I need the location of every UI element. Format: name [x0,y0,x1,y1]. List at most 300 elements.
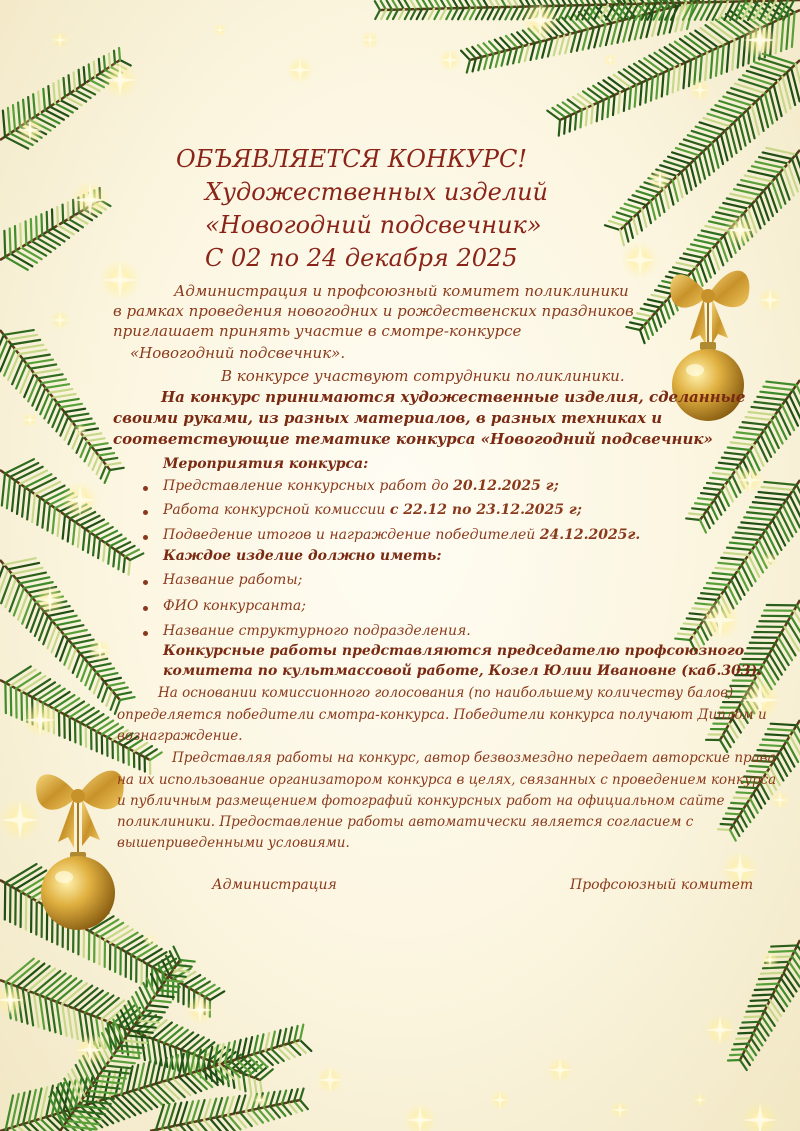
submission-line: Конкурсные работы представляются председателю профсоюзного [163,643,745,659]
voting-line: вознаграждение. [117,728,243,744]
fir-needle [249,1076,251,1093]
fir-needle [711,50,713,78]
fir-needle [757,984,778,985]
fir-needle [32,241,51,252]
fir-needle [681,172,687,194]
rights-line: на их использование организатором конкурса в целях, связанных с проведением конкурса [117,772,777,788]
fir-needle [740,427,765,430]
fir-needle [771,724,797,726]
fir-needle [434,0,440,9]
fir-needle [759,58,791,68]
fir-needle [559,120,560,136]
fir-needle [73,522,75,544]
fir-needle [775,415,786,439]
fir-needle [775,989,787,1006]
heading-dates: С 02 по 24 декабря 2025 [205,244,518,272]
fir-needle [620,230,624,245]
fir-needle [47,505,50,531]
fir-needle [88,532,90,552]
fir-needle [14,588,24,615]
fir-needle [786,400,798,426]
fir-needle [723,203,748,209]
fir-needle [759,492,790,495]
fir-needle [740,1060,747,1070]
fir-needle [781,18,784,52]
voting-line: На основании комиссионного голосования (по наибольшему количеству балов) [158,685,734,701]
fir-needle [185,1075,202,1091]
fir-needle [594,26,599,47]
fir-needle [18,593,28,620]
fir-needle [411,9,416,19]
fir-needle [738,527,765,530]
fir-needle [624,226,628,242]
fir-needle [15,226,16,250]
fir-needle [399,9,404,19]
fir-needle [725,453,747,455]
fir-needle [519,46,523,62]
fir-needle [228,1097,234,1115]
fir-needle [673,267,692,271]
fir-needle [773,520,786,545]
fir-needle [686,168,692,190]
fir-needle [619,72,637,85]
heading-contest-name: «Новогодний подсвечник» [205,211,542,239]
fir-needle [97,460,103,474]
fir-needle [500,7,506,19]
fir-needle [288,1027,291,1043]
fir-needle [760,392,789,395]
fir-needle [496,52,500,67]
gold-ornament-bottom-left [36,771,124,930]
fir-needle [398,0,404,9]
fir-needle [300,1025,303,1040]
fir-needle [719,463,739,465]
fir-needle [102,1071,128,1074]
fir-needle [629,88,631,109]
fir-needle [35,482,60,494]
fir-needle [190,1073,206,1089]
fir-needle [10,583,20,611]
fir-needle [743,422,768,425]
fir-needle [144,1062,149,1087]
fir-needle [222,1097,228,1116]
fir-needle [734,798,750,799]
fir-needle [704,488,721,490]
fir-needle [609,221,624,226]
fir-needle [23,355,50,359]
fir-needle [757,397,785,400]
fir-needle [751,67,783,77]
fir-needle [711,505,718,519]
fir-needle [32,494,35,522]
fir-needle [678,634,693,635]
fir-needle [120,697,135,700]
fir-needle [660,193,665,212]
fir-needle [62,1004,66,1036]
fir-needle [10,228,11,253]
fir-needle [64,701,84,714]
fir-needle [699,155,705,178]
fir-needle [752,550,763,572]
fir-needle [94,62,95,77]
fir-needle [423,9,428,19]
fir-needle [102,686,108,702]
fir-needle [112,687,128,690]
fir-needle [695,240,716,245]
fir-needle [120,1046,144,1048]
fir-needle [681,628,697,630]
fir-needle [78,525,80,547]
fir-needle [603,80,620,92]
fir-needle [91,443,108,446]
fir-needle [270,1092,274,1106]
fir-needle [61,404,82,407]
fir-needle [591,105,592,123]
fir-needle [778,984,790,1002]
fir-needle [100,673,117,677]
fir-needle [94,677,100,694]
fir-needle [605,225,620,230]
fir-needle [137,946,157,958]
fir-needle [27,360,53,364]
fir-needle [103,543,105,561]
fir-needle [142,949,162,961]
fir-needle [106,691,112,706]
fir-needle [568,16,582,31]
fir-needle [129,560,130,575]
fir-needle [732,40,734,70]
fir-needle [727,198,752,204]
fir-needle [42,379,66,383]
fir-needle [4,330,34,335]
fir-needle [20,471,47,484]
fir-needle [60,625,83,630]
fir-needle [5,579,16,608]
fir-needle [73,1008,77,1039]
fir-needle [429,9,434,19]
fir-needle [716,48,718,76]
fir-needle [404,0,410,9]
fir-needle [116,692,131,695]
fir-needle [726,813,740,814]
fir-needle [695,160,701,183]
fir-needle [375,1,380,10]
fir-needle [15,345,43,350]
fir-needle [651,78,653,101]
fir-needle [179,1077,196,1093]
fir-needle [11,340,40,345]
fir-needle [482,7,488,19]
fir-needle [49,389,72,393]
fir-needle [75,708,94,720]
fir-needle [730,830,736,841]
fir-needle [138,1063,144,1089]
fir-needle [260,1034,264,1052]
fir-needle [228,1115,240,1129]
fir-needle [25,474,51,487]
fir-needle [747,512,776,515]
fir-needle [123,557,125,572]
fir-needle [92,664,111,668]
fir-needle [687,249,708,254]
fir-needle [612,22,618,44]
fir-needle [4,349,15,375]
fir-needle [38,92,40,114]
rights-line: и публичным размещением фотографий конкурсных работ на официальном сайте [117,793,725,809]
fir-needle [761,973,784,974]
fir-needle [64,630,87,635]
fir-needle [741,522,769,525]
fir-needle [216,1098,222,1117]
fir-needle [692,508,707,510]
fir-needle [74,72,75,90]
fir-needle [20,577,49,583]
fir-needle [83,433,101,436]
fir-needle [57,207,58,225]
fir-needle [254,1078,256,1095]
requirements-heading: Каждое изделие должно иметь: [163,548,442,564]
fir-needle [738,185,764,191]
fir-needle [747,71,778,81]
fir-needle [702,231,724,236]
fir-needle [760,745,783,746]
fir-needle [731,442,754,445]
fir-needle [405,9,410,19]
intro-line: приглашает принять участие в смотре-конкурсе [113,322,522,340]
fir-needle [586,108,587,126]
fir-needle [91,717,108,728]
fir-needle [680,258,700,262]
fir-needle [730,1055,743,1056]
fir-needle [707,483,725,485]
fir-needle [175,1032,193,1047]
fir-needle [765,734,790,735]
fir-needle [731,803,747,804]
fir-needle [778,638,792,661]
fir-needle [470,8,476,20]
fir-needle [644,304,660,307]
fir-needle [734,437,757,440]
fir-needle [59,698,79,711]
fir-needle [8,335,37,340]
fir-needle [630,322,644,325]
fir-needle [701,493,718,495]
signature-administration: Администрация [212,877,337,893]
fir-needle [730,543,755,545]
fir-needle [677,263,696,267]
fir-needle [121,936,143,949]
fir-needle [724,553,748,555]
fir-needle [768,425,779,448]
accepted-works-line: своими руками, из разных материалов, в разных техниках и [113,409,663,427]
fir-needle [664,303,669,319]
fir-needle [780,751,791,771]
fir-needle [732,1049,745,1050]
fir-needle [45,997,50,1030]
fir-needle [416,0,422,9]
fir-needle [715,568,738,570]
fir-needle [588,89,604,100]
event-item: Работа конкурсной комиссии с 22.12 по 23.12.2025 г; [163,502,582,518]
fir-needle [613,217,629,222]
fir-needle [428,0,434,9]
fir-needle [736,792,753,793]
fir-needle [265,1033,269,1051]
fir-needle [242,1038,246,1057]
fir-needle [531,43,535,60]
fir-needle [629,200,647,206]
fir-needle [40,995,45,1029]
fir-needle [79,70,80,87]
fir-needle [57,1002,62,1034]
fir-needle [434,9,440,20]
fir-needle [662,73,664,97]
fir-needle [784,973,797,992]
fir-needle [16,573,46,579]
fir-needle [375,10,380,19]
fir-needle [718,563,741,565]
fir-needle [113,550,115,567]
fir-needle [779,510,792,536]
fir-needle [63,205,64,222]
fir-needle [637,191,656,197]
fir-needle [713,573,735,575]
fir-needle [452,8,458,19]
fir-needle [150,1061,155,1086]
fir-needle [458,0,464,8]
fir-needle [635,85,637,107]
fir-needle [750,766,770,767]
bullet [143,580,148,585]
fir-needle [31,219,32,241]
fir-needle [410,0,416,9]
fir-needle [644,326,649,340]
fir-needle [673,68,675,93]
fir-needle [53,508,55,533]
event-item: Подведение итогов и награждение победителей 24.12.2025г. [163,527,641,543]
fir-needle [744,517,772,520]
fir-needle [20,369,30,393]
fir-needle [119,48,120,60]
fir-needle [624,69,642,82]
fir-needle [70,705,89,717]
fir-needle [580,110,581,127]
fir-needle [89,451,95,466]
fir-needle [148,1005,168,1007]
fir-needle [53,394,75,398]
fir-needle [542,40,547,58]
fir-needle [739,79,769,89]
fir-needle [536,42,540,59]
fir-needle [736,532,763,535]
fir-needle [710,578,732,580]
fir-needle [624,90,626,111]
fir-needle [782,632,796,655]
fir-needle [786,15,789,49]
fir-needle [507,49,511,64]
fir-needle [779,410,791,435]
fir-needle [673,180,678,201]
fir-needle [93,536,95,556]
fir-needle [86,714,104,725]
fir-needle [93,456,99,470]
fir-needle [766,530,778,554]
fir-needle [99,59,100,73]
fir-needle [26,221,27,244]
bullet [143,486,148,491]
fir-needle [68,202,69,219]
fir-needle [47,212,48,232]
fir-needle [22,487,25,516]
fir-needle [707,510,713,524]
fir-needle [756,497,787,500]
fir-needle [588,28,593,49]
fir-needle [68,414,88,417]
fir-needle [721,558,745,560]
fir-needle [722,458,743,460]
fir-needle [12,480,15,511]
fir-needle [557,19,571,33]
fir-needle [90,672,96,689]
fir-needle [766,659,778,679]
fir-needle [37,238,55,249]
fir-needle [637,313,652,316]
fir-needle [629,222,633,238]
fir-needle [698,498,714,500]
accepted-works-line: На конкурс принимаются художественные изделия, сделанные [161,388,746,406]
fir-needle [104,678,121,681]
fir-needle [621,208,638,213]
fir-needle [734,189,760,195]
fir-needle [618,93,620,114]
fir-needle [769,525,781,550]
accepted-works-line: соответствующие тематике конкурса «Новогодний подсвечник» [113,430,713,448]
fir-needle [772,648,785,669]
fir-needle [36,217,37,238]
fir-needle [37,498,40,525]
fir-needle [743,75,774,85]
fir-needle [525,45,529,62]
fir-needle [761,487,793,490]
fir-needle [744,1016,761,1017]
fir-needle [38,374,63,378]
fir-needle [678,65,680,90]
fir-needle [8,354,19,380]
fir-needle [684,623,700,625]
fir-needle [105,926,128,940]
fir-needle [720,208,744,213]
fir-needle [84,67,85,83]
fir-needle [686,518,700,520]
fir-needle [648,321,653,335]
fir-needle [613,95,615,115]
fir-needle [52,209,53,228]
fir-needle [754,402,782,405]
fir-needle [43,89,45,110]
fir-needle [625,204,642,209]
fir-needle [42,501,45,528]
fir-needle [130,553,143,560]
fir-needle [83,529,85,550]
fir-needle [638,213,642,230]
fir-needle [440,0,446,8]
fir-needle [617,212,633,217]
fir-needle [652,295,668,299]
fir-needle [80,711,98,723]
fir-needle [85,446,92,462]
fir-needle [127,1066,133,1092]
signature-trade-union: Профсоюзный комитет [570,877,754,893]
